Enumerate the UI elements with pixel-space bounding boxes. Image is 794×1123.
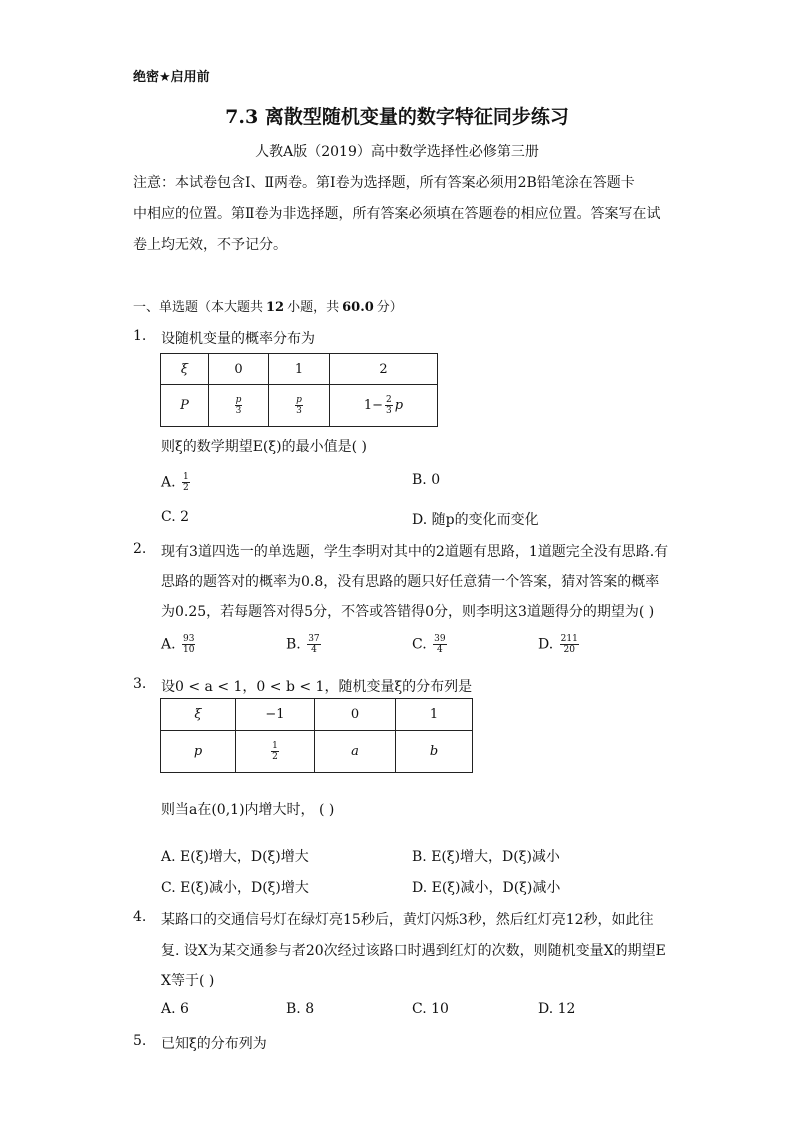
q3-option-d[interactable]: D. E(ξ)减小，D(ξ)减小 <box>412 880 561 896</box>
q1-cell-p0 <box>209 385 269 427</box>
q5-number: 5. <box>133 1033 147 1049</box>
frac-num: p <box>296 395 302 405</box>
section-count: 12 <box>266 300 285 315</box>
q4-option-a[interactable]: A. 6 <box>161 1001 189 1017</box>
q3-cell-1: 1 <box>396 699 473 731</box>
q3-number: 3. <box>133 676 147 692</box>
frac-num: 211 <box>560 634 578 644</box>
q2-option-a[interactable] <box>161 634 197 655</box>
q2-line-3: 为0.25，若每题答对得5分，不答或答错得0分，则李明这3道题得分的期望为( ) <box>161 604 655 620</box>
q4-option-d[interactable]: D. 12 <box>538 1001 576 1017</box>
q2-option-d[interactable] <box>538 634 581 655</box>
q4-line-2: 复. 设X为某交通参与者20次经过该路口时遇到红灯的次数，则随机变量X的期望E <box>161 943 666 959</box>
q2-line-1: 现有3道四选一的单选题，学生李明对其中的2道题有思路，1道题完全没有思路.有 <box>161 544 669 560</box>
page-subtitle: 人教A版（2019）高中数学选择性必修第三册 <box>255 144 539 160</box>
option-label: B. <box>286 636 301 653</box>
frac-den: 3 <box>386 406 392 416</box>
notice-line-3: 卷上均无效，不予记分。 <box>133 237 287 253</box>
q3-option-c[interactable]: C. E(ξ)减小，D(ξ)增大 <box>161 880 309 896</box>
q2-option-c[interactable] <box>412 634 449 655</box>
q3-option-b[interactable]: B. E(ξ)增大，D(ξ)减小 <box>412 849 560 865</box>
q1-last-prefix: 1− <box>363 398 384 413</box>
frac-den: 3 <box>296 406 302 416</box>
q1-question: 则ξ的数学期望E(ξ)的最小值是( ) <box>161 439 367 455</box>
notice-line-1: 注意：本试卷包含Ⅰ、Ⅱ两卷。第Ⅰ卷为选择题，所有答案必须用2B铅笔涂在答题卡 <box>133 175 635 191</box>
page-title: 7.3 离散型随机变量的数字特征同步练习 <box>225 106 569 128</box>
section-label: 一、单选题（本大题共 <box>133 300 264 315</box>
q1-cell-p1 <box>269 385 330 427</box>
confidential-label: 绝密★启用前 <box>133 70 210 85</box>
q1-distribution-table <box>160 353 438 427</box>
q3-cell-half <box>236 731 315 773</box>
q2-option-b[interactable] <box>286 634 323 655</box>
q3-option-a[interactable]: A. E(ξ)增大，D(ξ)增大 <box>161 849 309 865</box>
option-label: A. <box>161 474 176 491</box>
q1-stem: 设随机变量的概率分布为 <box>161 331 315 347</box>
frac-num: 37 <box>308 634 320 644</box>
q2-line-2: 思路的题答对的概率为0.8，没有思路的题只好任意猜一个答案，猜对答案的概率 <box>161 574 660 590</box>
q3-cell-a: a <box>315 731 396 773</box>
notice-line-2: 中相应的位置。第Ⅱ卷为非选择题，所有答案必须填在答题卷的相应位置。答案写在试 <box>133 206 661 222</box>
q1-cell-xi: ξ <box>161 354 209 385</box>
q3-question: 则当a在(0,1)内增大时， ( ) <box>161 802 335 818</box>
q1-cell-p-label: P <box>161 385 209 427</box>
q3-stem: 设0 < a < 1，0 < b < 1，随机变量ξ的分布列是 <box>161 679 473 695</box>
q1-cell-2: 2 <box>330 354 438 385</box>
q1-cell-p2 <box>330 385 438 427</box>
q4-option-c[interactable]: C. 10 <box>412 1001 449 1017</box>
frac-den: 3 <box>235 406 242 416</box>
q5-stem: 已知ξ的分布列为 <box>161 1036 267 1052</box>
q3-cell-0: 0 <box>315 699 396 731</box>
q3-distribution-table <box>160 698 473 773</box>
frac-num: 1 <box>183 472 189 482</box>
frac-num: 93 <box>183 634 195 644</box>
option-label: D. <box>538 636 554 653</box>
frac-num: 1 <box>272 741 278 751</box>
q1-cell-0: 0 <box>209 354 269 385</box>
section-score: 60.0 <box>342 300 374 315</box>
frac-num: p <box>235 395 242 405</box>
frac-den: 20 <box>563 645 575 655</box>
q4-number: 4. <box>133 909 147 925</box>
section-heading <box>133 296 403 315</box>
q4-option-b[interactable]: B. 8 <box>286 1001 315 1017</box>
q1-option-d[interactable]: D. 随p的变化而变化 <box>412 512 539 528</box>
section-mid: 小题，共 <box>287 300 340 315</box>
section-end: 分） <box>376 300 403 315</box>
q1-option-b[interactable]: B. 0 <box>412 472 441 488</box>
q3-cell-xi: ξ <box>161 699 236 731</box>
q4-line-3: X等于( ) <box>161 973 215 989</box>
q3-cell-b: b <box>396 731 473 773</box>
q1-last-suffix: p <box>394 398 404 413</box>
q2-number: 2. <box>133 541 147 557</box>
q3-cell-neg1: −1 <box>236 699 315 731</box>
frac-den: 2 <box>272 752 278 762</box>
q1-cell-1: 1 <box>269 354 330 385</box>
q1-number: 1. <box>133 328 147 344</box>
frac-den: 2 <box>183 483 189 493</box>
frac-num: 2 <box>386 395 392 405</box>
option-label: C. <box>412 636 427 653</box>
q4-line-1: 某路口的交通信号灯在绿灯亮15秒后，黄灯闪烁3秒，然后红灯亮12秒，如此往 <box>161 912 654 928</box>
frac-den: 10 <box>183 645 195 655</box>
q3-cell-p-label: p <box>161 731 236 773</box>
q1-option-a[interactable] <box>161 472 192 493</box>
frac-den: 4 <box>436 645 443 655</box>
q1-option-c[interactable]: C. 2 <box>161 509 190 525</box>
frac-num: 39 <box>434 634 446 644</box>
frac-den: 4 <box>311 645 317 655</box>
option-label: A. <box>161 636 176 653</box>
